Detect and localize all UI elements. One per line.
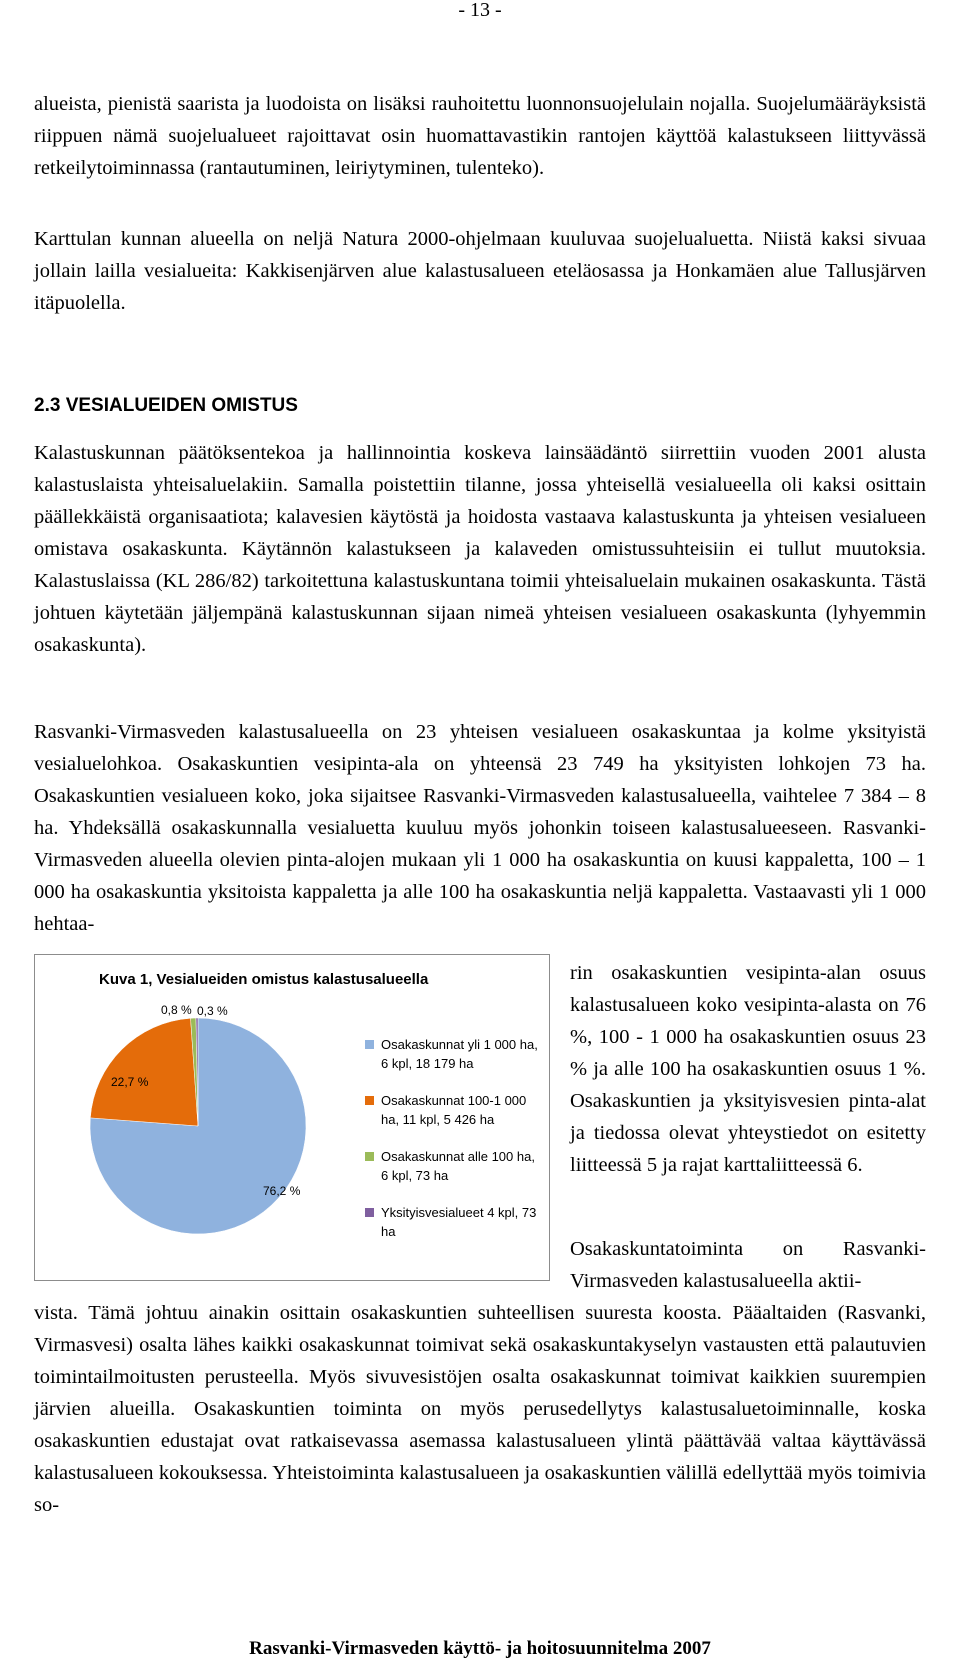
legend-label: Osakaskunnat alle 100 ha, 6 kpl, 73 ha bbox=[381, 1149, 535, 1183]
page-footer: Rasvanki-Virmasveden käyttö- ja hoitosuunnitelma 2007 bbox=[249, 1638, 711, 1659]
paragraph-natura: Karttulan kunnan alueella on neljä Natura 2000-ohjelmaan kuuluvaa suojelualuetta. Niistä kaksi sivuaa jollain lailla vesialueita: Kakkisenjärven alue kalastusalueen eteläosassa ja Honkamäen alue Tallusjärven itäpuolella. bbox=[34, 228, 926, 314]
page-number: - 13 - bbox=[458, 0, 502, 21]
paragraph-activity: vista. Tämä johtuu ainakin osittain osakaskuntien suhteellisen suuresta koosta. Pääaltaiden (Rasvanki, Virmasvesi) osalta lähes kaikki osakaskunnat toimivat sekä osakaskuntakyselyn vastausten että palautuvien toimintailmoitusten perusteella. Myös sivuvesistöjen osalta osakaskunnat toimivat kaikkien suurempien järvien alueilla. Osakaskuntien toiminta on myös perusedellytys kalastusaluetoiminnalle, koska osakaskuntien edustajat ovat ratkaisevassa asemassa kalastusalueen ylintä päättävää valtaa käyttävässä kalastusalueen kokouksessa. Yhteistoiminta kalastusalueen ja osakaskuntien välillä edellyttää myös toimivia so- bbox=[34, 1302, 926, 1516]
paragraph-ownership: Rasvanki-Virmasveden kalastusalueella on 23 yhteisen vesialueen osakaskuntaa ja kolme yksityistä vesialuelohkoa. Osakaskuntien vesipinta-ala on yhteensä 23 749 ha yksityisten lohkojen 73 ha. Osakaskuntien vesialueen koko, joka sijaitsee Rasvanki-Virmasveden kalastusalueella, vaihtelee 7 384 – 8 ha. Yhdeksällä osakaskunnalla vesialuetta kuuluu myös johonkin toiseen kalastusalueeseen. Rasvanki-Virmasveden alueella olevien pinta-alojen mukaan yli 1 000 ha osakaskuntia on kuusi kappaletta, 100 – 1 000 ha osakaskuntia yksitoista kappaletta ja alle 100 ha osakaskuntia neljä kappaletta. Vastaavasti yli 1 000 hehtaa- bbox=[34, 721, 926, 935]
legend-swatch bbox=[365, 1096, 374, 1105]
legend-item-over-1000 bbox=[365, 1035, 545, 1073]
legend-swatch bbox=[365, 1152, 374, 1161]
paragraph-activity-start: Osakaskuntatoiminta on Rasvanki-Virmasveden kalastusalueella aktii- bbox=[570, 1238, 926, 1292]
legend-swatch bbox=[365, 1040, 374, 1049]
legend-label: Yksityisvesialueet 4 kpl, 73 ha bbox=[381, 1205, 537, 1239]
legend-swatch bbox=[365, 1208, 374, 1217]
data-label-0-8: 0,8 % bbox=[161, 1003, 192, 1017]
legend-item-100-1000 bbox=[365, 1091, 545, 1129]
legend-item-private bbox=[365, 1203, 545, 1241]
chart-title: Kuva 1, Vesialueiden omistus kalastusalueella bbox=[99, 971, 429, 988]
paragraph-legislation: Kalastuskunnan päätöksentekoa ja hallinnointia koskeva lainsäädäntö siirrettiin vuoden 2001 alusta kalastuslaista yhteisaluelakiin. Samalla poistettiin tilanne, jossa yhteisellä vesialueella oli kaksi osittain päällekkäistä organisaatiota; kalavesien käytöstä ja hoidosta vastaava kalastuskunta ja yhteisen vesialueen omistava osakaskunta. Käytännön kalastukseen ja kalaveden omistussuhteisiin ei tullut muutoksia. Kalastuslaissa (KL 286/82) tarkoitettuna kalastuskuntana toimii yhteisaluelain mukainen osakaskunta. Tästä johtuen käytetään jäljempänä kalastuskunnan sijaan nimeä yhteisen vesialueen osakaskunta (lyhyemmin osakaskunta). bbox=[34, 442, 926, 656]
data-label-22: 22,7 % bbox=[111, 1075, 149, 1089]
legend-label: Osakaskunnat 100-1 000 ha, 11 kpl, 5 426 ha bbox=[381, 1093, 527, 1127]
ownership-pie-chart bbox=[34, 954, 550, 1281]
legend-item-under-100 bbox=[365, 1147, 545, 1185]
legend-label: Osakaskunnat yli 1 000 ha, 6 kpl, 18 179 ha bbox=[381, 1037, 538, 1071]
chart-legend bbox=[365, 1035, 545, 1259]
paragraph-ownership-continued: rin osakaskuntien vesipinta-alan osuus kalastusalueen koko vesipinta-alasta on 76 %, 100 - 1 000 ha osakaskuntien osuus 23 % ja alle 100 ha osakaskuntien osuus 1 %. Osakaskuntien ja yksityisvesien pinta-alat ja tiedossa olevat yhteystiedot on esitetty liitteessä 5 ja rajat karttaliitteessä 6. bbox=[570, 962, 926, 1176]
paragraph-protection: alueista, pienistä saarista ja luodoista on lisäksi rauhoitettu luonnonsuojelulain nojalla. Suojelumääräyksistä riippuen nämä suojelualueet rajoittavat osin huomattavastikin rantojen käyttöä kalastukseen liittyvässä retkeilytoiminnassa (rantautuminen, leiriytyminen, tulenteko). bbox=[34, 93, 926, 179]
data-label-76: 76,2 % bbox=[263, 1184, 301, 1198]
data-label-0-3: 0,3 % bbox=[197, 1004, 228, 1018]
section-heading: 2.3 VESIALUEIDEN OMISTUS bbox=[34, 395, 298, 416]
pie-slice-100-1000 bbox=[90, 1018, 198, 1126]
